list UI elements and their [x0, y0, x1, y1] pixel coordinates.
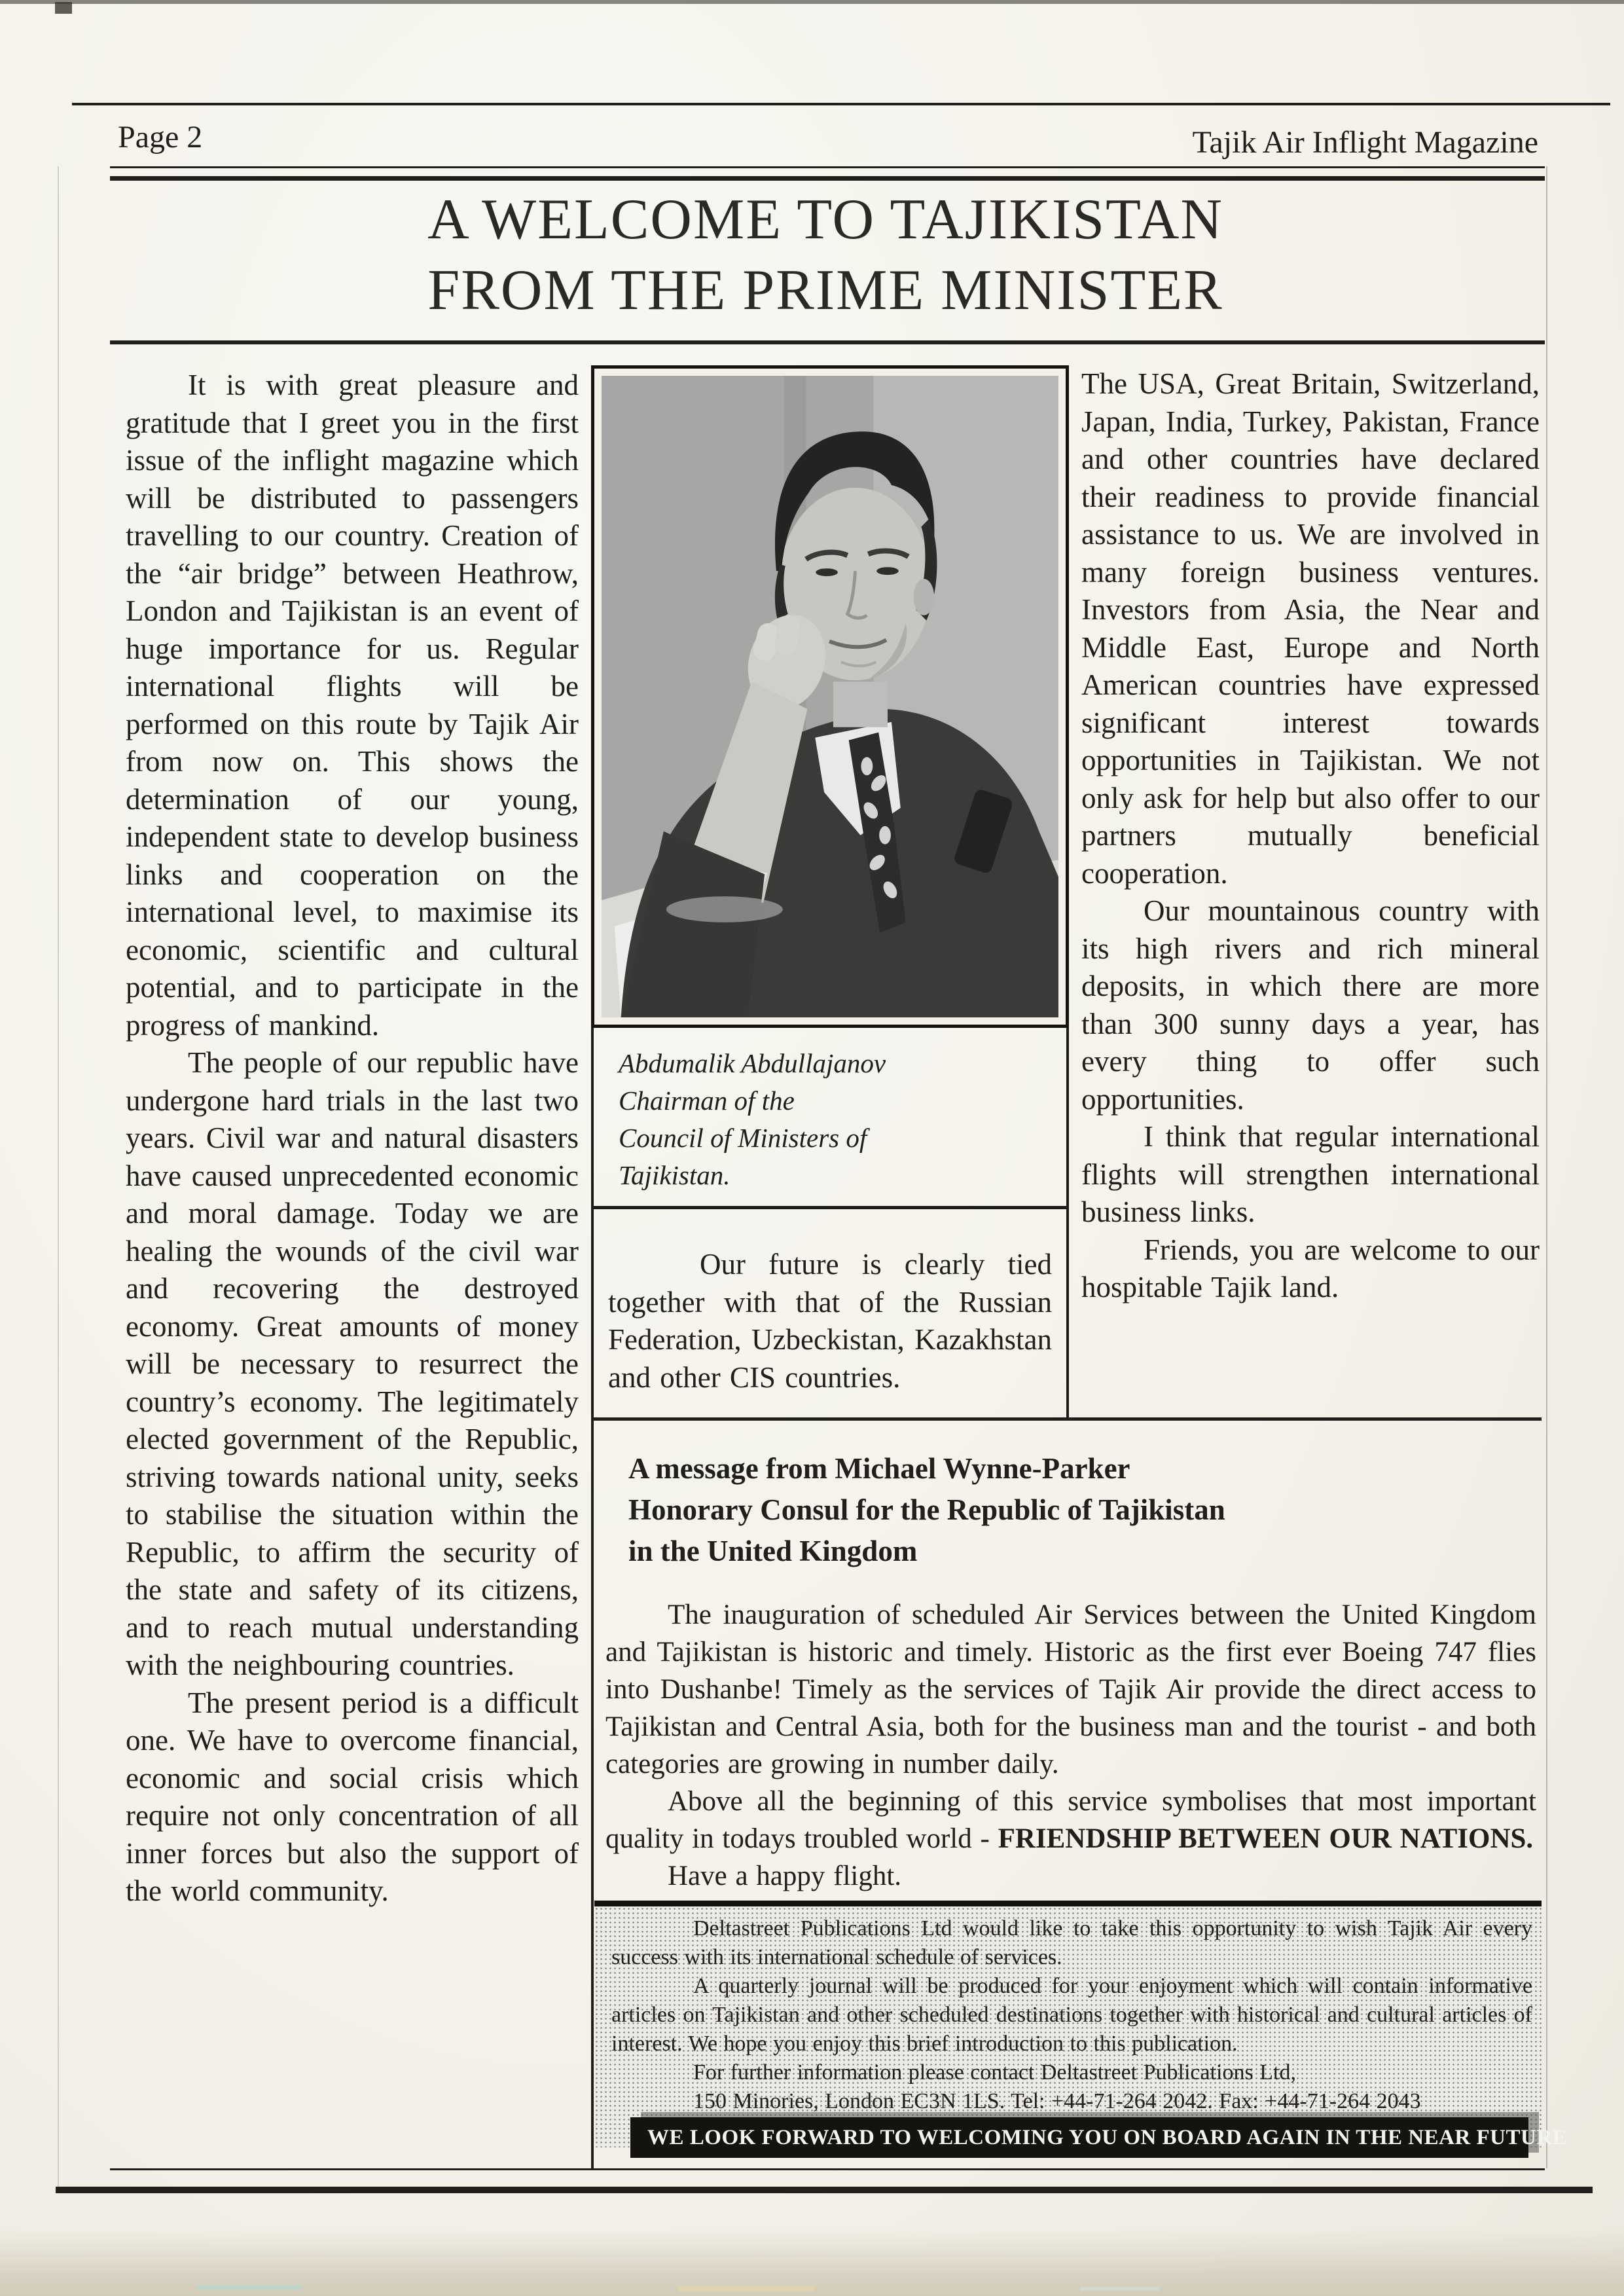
message-body [605, 1596, 1536, 1895]
right-margin-line [1546, 166, 1547, 2168]
publisher-paragraph: Deltastreet Publications Ltd would like to take this opportunity to wish Tajik Air every success with its international schedule of services. [611, 1916, 1532, 1969]
right-column [1081, 365, 1540, 1307]
caption-line: Chairman of the [619, 1085, 795, 1116]
future-note-box [591, 1209, 1069, 1417]
paragraph: Our mountainous country with its high rivers and rich mineral deposits, in which there are more than 300 sunny days a year, has every thing to offer such opportunities. [1081, 894, 1540, 1116]
photo-caption-box [591, 1028, 1069, 1209]
caption-line: Tajikistan. [619, 1160, 731, 1190]
paragraph: The USA, Great Britain, Switzerland, Japan, India, Turkey, Pakistan, France and other countries have declared their readiness to provide financial assistance to us. We are involved in many foreign business ventures. Investors from Asia, the Near and Middle East, Europe and North American countries have expressed significant interest towards opportunities in Tajikistan. We not only ask for help but also offer to our partners mutually beneficial cooperation. [1081, 367, 1540, 890]
scan-mark [55, 2, 72, 14]
bottom-rule-thick [56, 2187, 1593, 2193]
title-bottom-rule [110, 340, 1545, 344]
publisher-paragraph: For further information please contact Deltastreet Publications Ltd, [693, 2060, 1296, 2085]
message-paragraph: The inauguration of scheduled Air Services between the United Kingdom and Tajikistan is historic and timely. Historic as the first ever Boeing 747 flies into Dushanbe! Timely as the services of Tajik Air provide the direct access to Tajikistan and Central Asia, both for the business man and the tourist - and both categories are growing in number daily. [605, 1599, 1536, 1779]
message-heading [628, 1448, 1538, 1572]
scan-streak [1080, 2287, 1159, 2291]
paragraph: It is with great pleasure and gratitude that I greet you in the first issue of the inflight magazine which will be distributed to passengers travelling to our country. Creation of the “air bridge” between Heathrow, London and Tajikistan is an event of huge importance for us. Regular international flights will be performed on this route by Tajik Air from now on. This shows the determination of our young, independent state to develop business links and cooperation on the international level, to maximise its economic, scientific and cultural potential, and to participate in the progress of mankind. [126, 369, 579, 1042]
paragraph: I think that regular international flights will strengthen international business links. [1081, 1120, 1540, 1228]
header-rule-thin [110, 166, 1545, 168]
message-heading-line: in the United Kingdom [628, 1535, 918, 1567]
friendship-bold-phrase: FRIENDSHIP BETWEEN OUR NATIONS. [998, 1823, 1534, 1854]
publisher-box [594, 1901, 1542, 2147]
publisher-paragraph: A quarterly journal will be produced for your enjoyment which will contain informative articles on Tajikistan and other scheduled destinations together with historical and cultural articles of interest. We hope you enjoy this brief introduction to this publication. [611, 1974, 1532, 2056]
left-margin-line [58, 166, 59, 2187]
caption-line: Council of Ministers of [619, 1123, 867, 1153]
message-paragraph [605, 1783, 1536, 1857]
section-divider-rule [591, 1417, 1542, 1421]
left-column [126, 367, 579, 1910]
scan-streak [677, 2286, 815, 2291]
future-note: Our future is clearly tied together with that of the Russian Federation, Uzbeckistan, Kazakhstan and other CIS countries. [608, 1248, 1052, 1394]
farewell-banner [630, 2117, 1568, 2158]
caption-line: Abdumalik Abdullajanov [619, 1048, 886, 1078]
paragraph: Friends, you are welcome to our hospitable Tajik land. [1081, 1233, 1540, 1303]
top-rule [72, 103, 1610, 105]
publisher-paragraph: 150 Minories, London EC3N 1LS. Tel: +44-71-264 2042. Fax: +44-71-264 2043 [693, 2089, 1421, 2113]
portrait-photo-illustration [602, 376, 1058, 1017]
photo-caption [594, 1028, 1066, 1194]
scan-streak [196, 2285, 301, 2290]
article-title [111, 185, 1540, 326]
magazine-title: Tajik Air Inflight Magazine [1192, 125, 1538, 160]
paragraph: The people of our republic have undergone hard trials in the last two years. Civil war and natural disasters have caused unprecedented economic and moral damage. Today we are healing the wounds of the civil war and recovering the destroyed economy. Great amounts of money will be necessary to resurrect the country’s economy. The legitimately elected government of the Republic, striving towards national unity, seeks to stabilise the situation within the Republic, to affirm the security of the state and safety of its citizens, and to reach mutual understanding with the neighbouring countries. [126, 1046, 579, 1681]
message-heading-line: Honorary Consul for the Republic of Tajikistan [628, 1493, 1225, 1526]
publisher-box-text [594, 1906, 1542, 2116]
message-heading-line: A message from Michael Wynne-Parker [628, 1452, 1130, 1485]
paragraph: The present period is a difficult one. We have to overcome financial, economic and social crisis which require not only concentration of all inner forces but also the support of the world community. [126, 1686, 579, 1907]
scan-edge-top [0, 0, 1624, 4]
article-title-line2: FROM THE PRIME MINISTER [427, 259, 1223, 322]
bottom-rule-thin [110, 2168, 1545, 2170]
message-closing: Have a happy flight. [668, 1861, 902, 1891]
page-number: Page 2 [118, 120, 203, 155]
farewell-banner-text: WE LOOK FORWARD TO WELCOMING YOU ON BOARD AGAIN IN THE NEAR FUTURE [647, 2125, 1568, 2149]
article-title-line1: A WELCOME TO TAJIKISTAN [427, 188, 1223, 251]
message-paragraph-text: Above all the beginning of this service symbolises that most important quality in todays troubled world - [605, 1786, 1536, 1854]
prime-minister-photo [591, 365, 1069, 1028]
header-rule-thick [110, 176, 1545, 181]
message-box-left-border [591, 1421, 594, 2168]
